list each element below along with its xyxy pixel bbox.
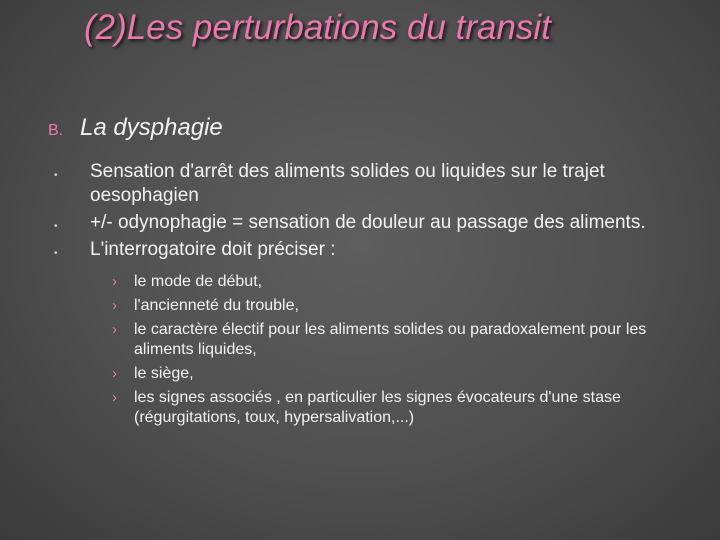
sub-bullet-text: le caractère électif pour les aliments solides ou paradoxalement pour les aliments liquides, [134,321,647,358]
bullet-dot-icon: • [54,221,58,232]
bullet-list [0,160,720,428]
chevron-right-icon: › [112,365,117,382]
chevron-right-icon: › [112,389,117,406]
bullet-item [0,160,690,208]
bullet-text: L'interrogatoire doit préciser : [90,239,336,260]
bullet-text: +/- odynophagie = sensation de douleur au passage des aliments. [90,212,646,233]
sub-bullet-item [0,364,684,384]
bullet-item [0,211,690,235]
bullet-text: Sensation d'arrêt des aliments solides ou liquides sur le trajet oesophagien [90,161,605,206]
sub-bullet-text: l'ancienneté du trouble, [134,297,299,314]
sub-bullet-item [0,272,684,292]
sub-bullet-list [0,272,720,428]
sub-bullet-text: le siège, [134,365,194,382]
bullet-item [0,238,690,262]
sub-bullet-item [0,388,684,428]
section-title: La dysphagie [80,114,223,141]
chevron-right-icon: › [112,273,117,290]
bullet-dot-icon: • [54,248,58,259]
sub-bullet-item [0,296,684,316]
section-marker: B. [48,122,64,139]
sub-bullet-text: les signes associés , en particulier les signes évocateurs d'une stase (régurgitations, toux, hypersalivation,...) [134,389,621,426]
sub-bullet-item [0,320,684,360]
section-heading [48,114,223,142]
sub-bullet-text: le mode de début, [134,273,263,290]
chevron-right-icon: › [112,321,117,338]
chevron-right-icon: › [112,297,117,314]
bullet-dot-icon: • [54,170,58,181]
slide-title: (2)Les perturbations du transit [84,8,551,47]
